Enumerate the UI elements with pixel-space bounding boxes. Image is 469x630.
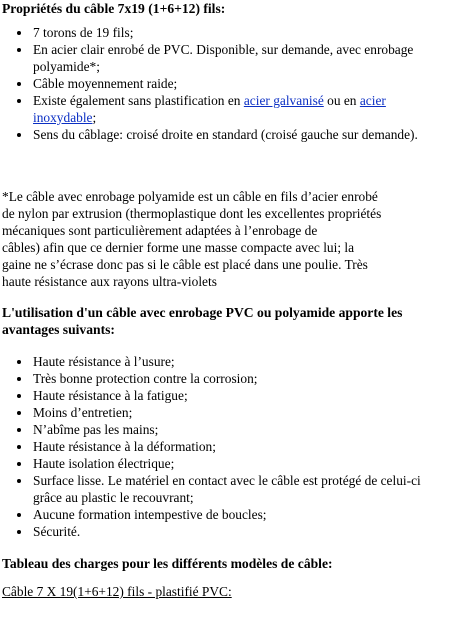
list-item: Sens du câblage: croisé droite en standard (croisé gauche sur demande). xyxy=(33,126,428,143)
polyamide-note xyxy=(2,188,462,290)
list-item: Moins d’entretien; xyxy=(33,404,462,421)
note-line: câbles) afin que ce dernier forme une masse compacte avec lui; la xyxy=(2,240,355,255)
advantages-list xyxy=(2,353,462,540)
list-item: N’abîme pas les mains; xyxy=(33,421,462,438)
list-item-text: ; xyxy=(92,110,97,125)
galvanized-steel-link[interactable]: acier galvanisé xyxy=(243,93,324,108)
list-item: Haute isolation électrique; xyxy=(33,455,462,472)
note-line: haute résistance aux rayons ultra-violets xyxy=(2,274,217,289)
list-item: 7 torons de 19 fils; xyxy=(33,24,462,41)
list-item: En acier clair enrobé de PVC. Disponible, sur demande, avec enrobage polyamide*; xyxy=(33,41,428,75)
list-item: Câble moyennement raide; xyxy=(33,75,462,92)
list-item-text: Existe également sans plastification en xyxy=(33,93,244,108)
list-item: Aucune formation intempestive de boucles; xyxy=(33,506,462,523)
section-title-properties: Propriétés du câble 7x19 (1+6+12) fils: xyxy=(2,1,226,16)
note-line: mécaniques sont particulièrement adaptées à l’enrobage de xyxy=(2,223,318,238)
list-item-text: ou en xyxy=(323,93,360,108)
note-line: gaine ne s’écrase donc pas si le câble est placé dans une poulie. Très xyxy=(2,257,368,272)
list-item: Haute résistance à la déformation; xyxy=(33,438,462,455)
list-item: Très bonne protection contre la corrosion; xyxy=(33,370,462,387)
note-line: de nylon par extrusion (thermoplastique dont les excellentes propriétés xyxy=(2,206,382,221)
list-item: Haute résistance à la fatigue; xyxy=(33,387,462,404)
properties-list xyxy=(2,24,462,143)
section-title-advantages: L'utilisation d'un câble avec enrobage PVC ou polyamide apporte les avantages suivants: xyxy=(2,305,403,337)
list-item: Surface lisse. Le matériel en contact avec le câble est protégé de celui-ci grâce au plastic le recouvrant; xyxy=(33,472,428,506)
cable-table-subtitle: Câble 7 X 19(1+6+12) fils - plastifié PVC: xyxy=(2,584,232,599)
stainless-steel-link[interactable]: acier inoxydable xyxy=(33,93,386,125)
list-item: Sécurité. xyxy=(33,523,462,540)
note-line: *Le câble avec enrobage polyamide est un câble en fils d’acier enrobé xyxy=(2,189,378,204)
list-item: Haute résistance à l’usure; xyxy=(33,353,462,370)
list-item xyxy=(33,92,428,126)
section-title-loads-table: Tableau des charges pour les différents modèles de câble: xyxy=(2,556,333,571)
